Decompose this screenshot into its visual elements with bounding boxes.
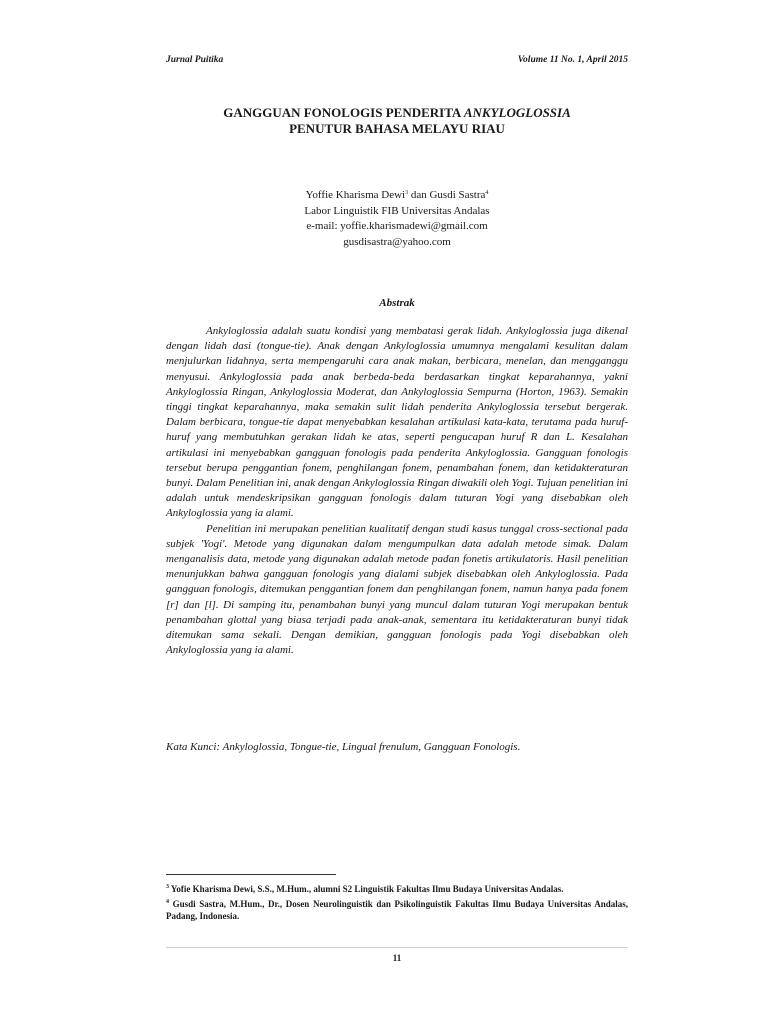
footnote-4-text: Gusdi Sastra, M.Hum., Dr., Dosen Neurolinguistik dan Psikolinguistik Fakultas Ilmu Budaya Universitas Andalas, Padang, Indonesia.	[166, 898, 628, 921]
running-header	[166, 55, 628, 69]
footnote-3	[166, 881, 628, 896]
email-1: e-mail: yoffie.kharismadewi@gmail.com	[306, 220, 488, 232]
footnote-divider	[166, 874, 336, 875]
paper-title	[166, 105, 628, 137]
footnote-3-text: Yofie Kharisma Dewi, S.S., M.Hum., alumni S2 Linguistik Fakultas Ilmu Budaya Universitas Andalas.	[169, 884, 564, 894]
title-line-1-text: GANGGUAN FONOLOGIS PENDERITA	[223, 105, 464, 120]
author-connector: dan	[408, 189, 430, 201]
author-block	[166, 186, 628, 250]
abstract-paragraph-1: Ankyloglossia adalah suatu kondisi yang membatasi gerak lidah. Ankyloglossia juga dikenal dengan lidah dasi (tongue-tie). Anak dengan Ankyloglossia umumnya mengalami kesulitan dalam menjulurkan lidahnya, serta mempengaruhi cara anak makan, berbicara, menelan, dan mengganggu menyusui. Ankyloglossia pada anak berbeda-beda berdasarkan tingkat keparahannya, yakni Ankyloglossia Ringan, Ankyloglossia Moderat, dan Ankyloglossia Sempurna (Horton, 1963). Semakin tinggi tingkat keparahannya, maka semakin sulit lidah penderita Ankyloglossia tersebut bergerak. Dalam berbicara, tongue-tie dapat menyebabkan kesalahan artikulasi kata-kata, terutama pada huruf-huruf yang membutuhkan gerakan lidah ke atas, seperti pengucapan huruf R dan L. Kesalahan artikulasi ini menyebabkan gangguan fonologis pada penderita Ankyloglossia. Gangguan fonologis tersebut berupa penggantian fonem, penghilangan fonem, penambahan fonem, dan ketidakteraturan bunyi. Dalam Penelitian ini, anak dengan Ankyloglossia Ringan diwakili oleh Yogi. Tujuan penelitian ini adalah untuk mendeskripsikan gangguan fonologis dalam tuturan Yogi yang disebabkan oleh Ankyloglossia yang ia alami.	[166, 325, 628, 520]
footer-divider	[166, 947, 628, 948]
footnote-4-mark: 4	[166, 898, 169, 905]
abstract-heading: Abstrak	[379, 297, 415, 309]
title-line-1-italic: ANKYLOGLOSSIA	[463, 105, 571, 120]
footnote-4	[166, 896, 628, 923]
keywords: Kata Kunci: Ankyloglossia, Tongue-tie, Lingual frenulum, Gangguan Fonologis.	[166, 741, 521, 753]
author-1: Yoffie Kharisma Dewi	[305, 189, 406, 201]
email-2: gusdisastra@yahoo.com	[343, 235, 451, 248]
footnotes	[166, 881, 628, 923]
volume-info: Volume 11 No. 1, April 2015	[517, 55, 628, 65]
title-line-1	[166, 105, 628, 121]
author-2: Gusdi Sastra	[429, 189, 486, 201]
page-number: 11	[392, 953, 402, 963]
title-line-2: PENUTUR BAHASA MELAYU RIAU	[289, 121, 505, 136]
abstract-body	[166, 324, 628, 658]
affiliation: Labor Linguistik FIB Universitas Andalas	[304, 204, 490, 217]
abstract-paragraph-2: Penelitian ini merupakan penelitian kualitatif dengan studi kasus tunggal cross-sectional pada subjek 'Yogi'. Metode yang digunakan dalam mengumpulkan data adalah metode simak. Dalam menganalisis data, metode yang digunakan adalah metode padan fonetis artikulatoris. Hasil penelitian menunjukkan bahwa gangguan fonologis yang dialami subjek disebabkan oleh Ankyloglossia. Pada gangguan fonologis, ditemukan penggantian fonem dan penghilangan fonem, namun hanya pada fonem [r] dan [l]. Di samping itu, penambahan bunyi yang muncul dalam tuturan Yogi merupakan bentuk penambahan glottal yang biasa terjadi pada anak-anak, sementara itu ketidakteraturan bunyi tidak ditemukan sama sekali. Dengan demikian, gangguan fonologis pada Yogi disebabkan oleh Ankyloglossia yang ia alami.	[166, 522, 628, 657]
author-1-footnote-mark: 3	[405, 190, 409, 196]
author-line	[166, 186, 628, 204]
journal-name: Jurnal Puitika	[166, 55, 224, 65]
author-2-footnote-mark: 4	[485, 190, 489, 196]
footnote-3-mark: 3	[166, 884, 169, 890]
